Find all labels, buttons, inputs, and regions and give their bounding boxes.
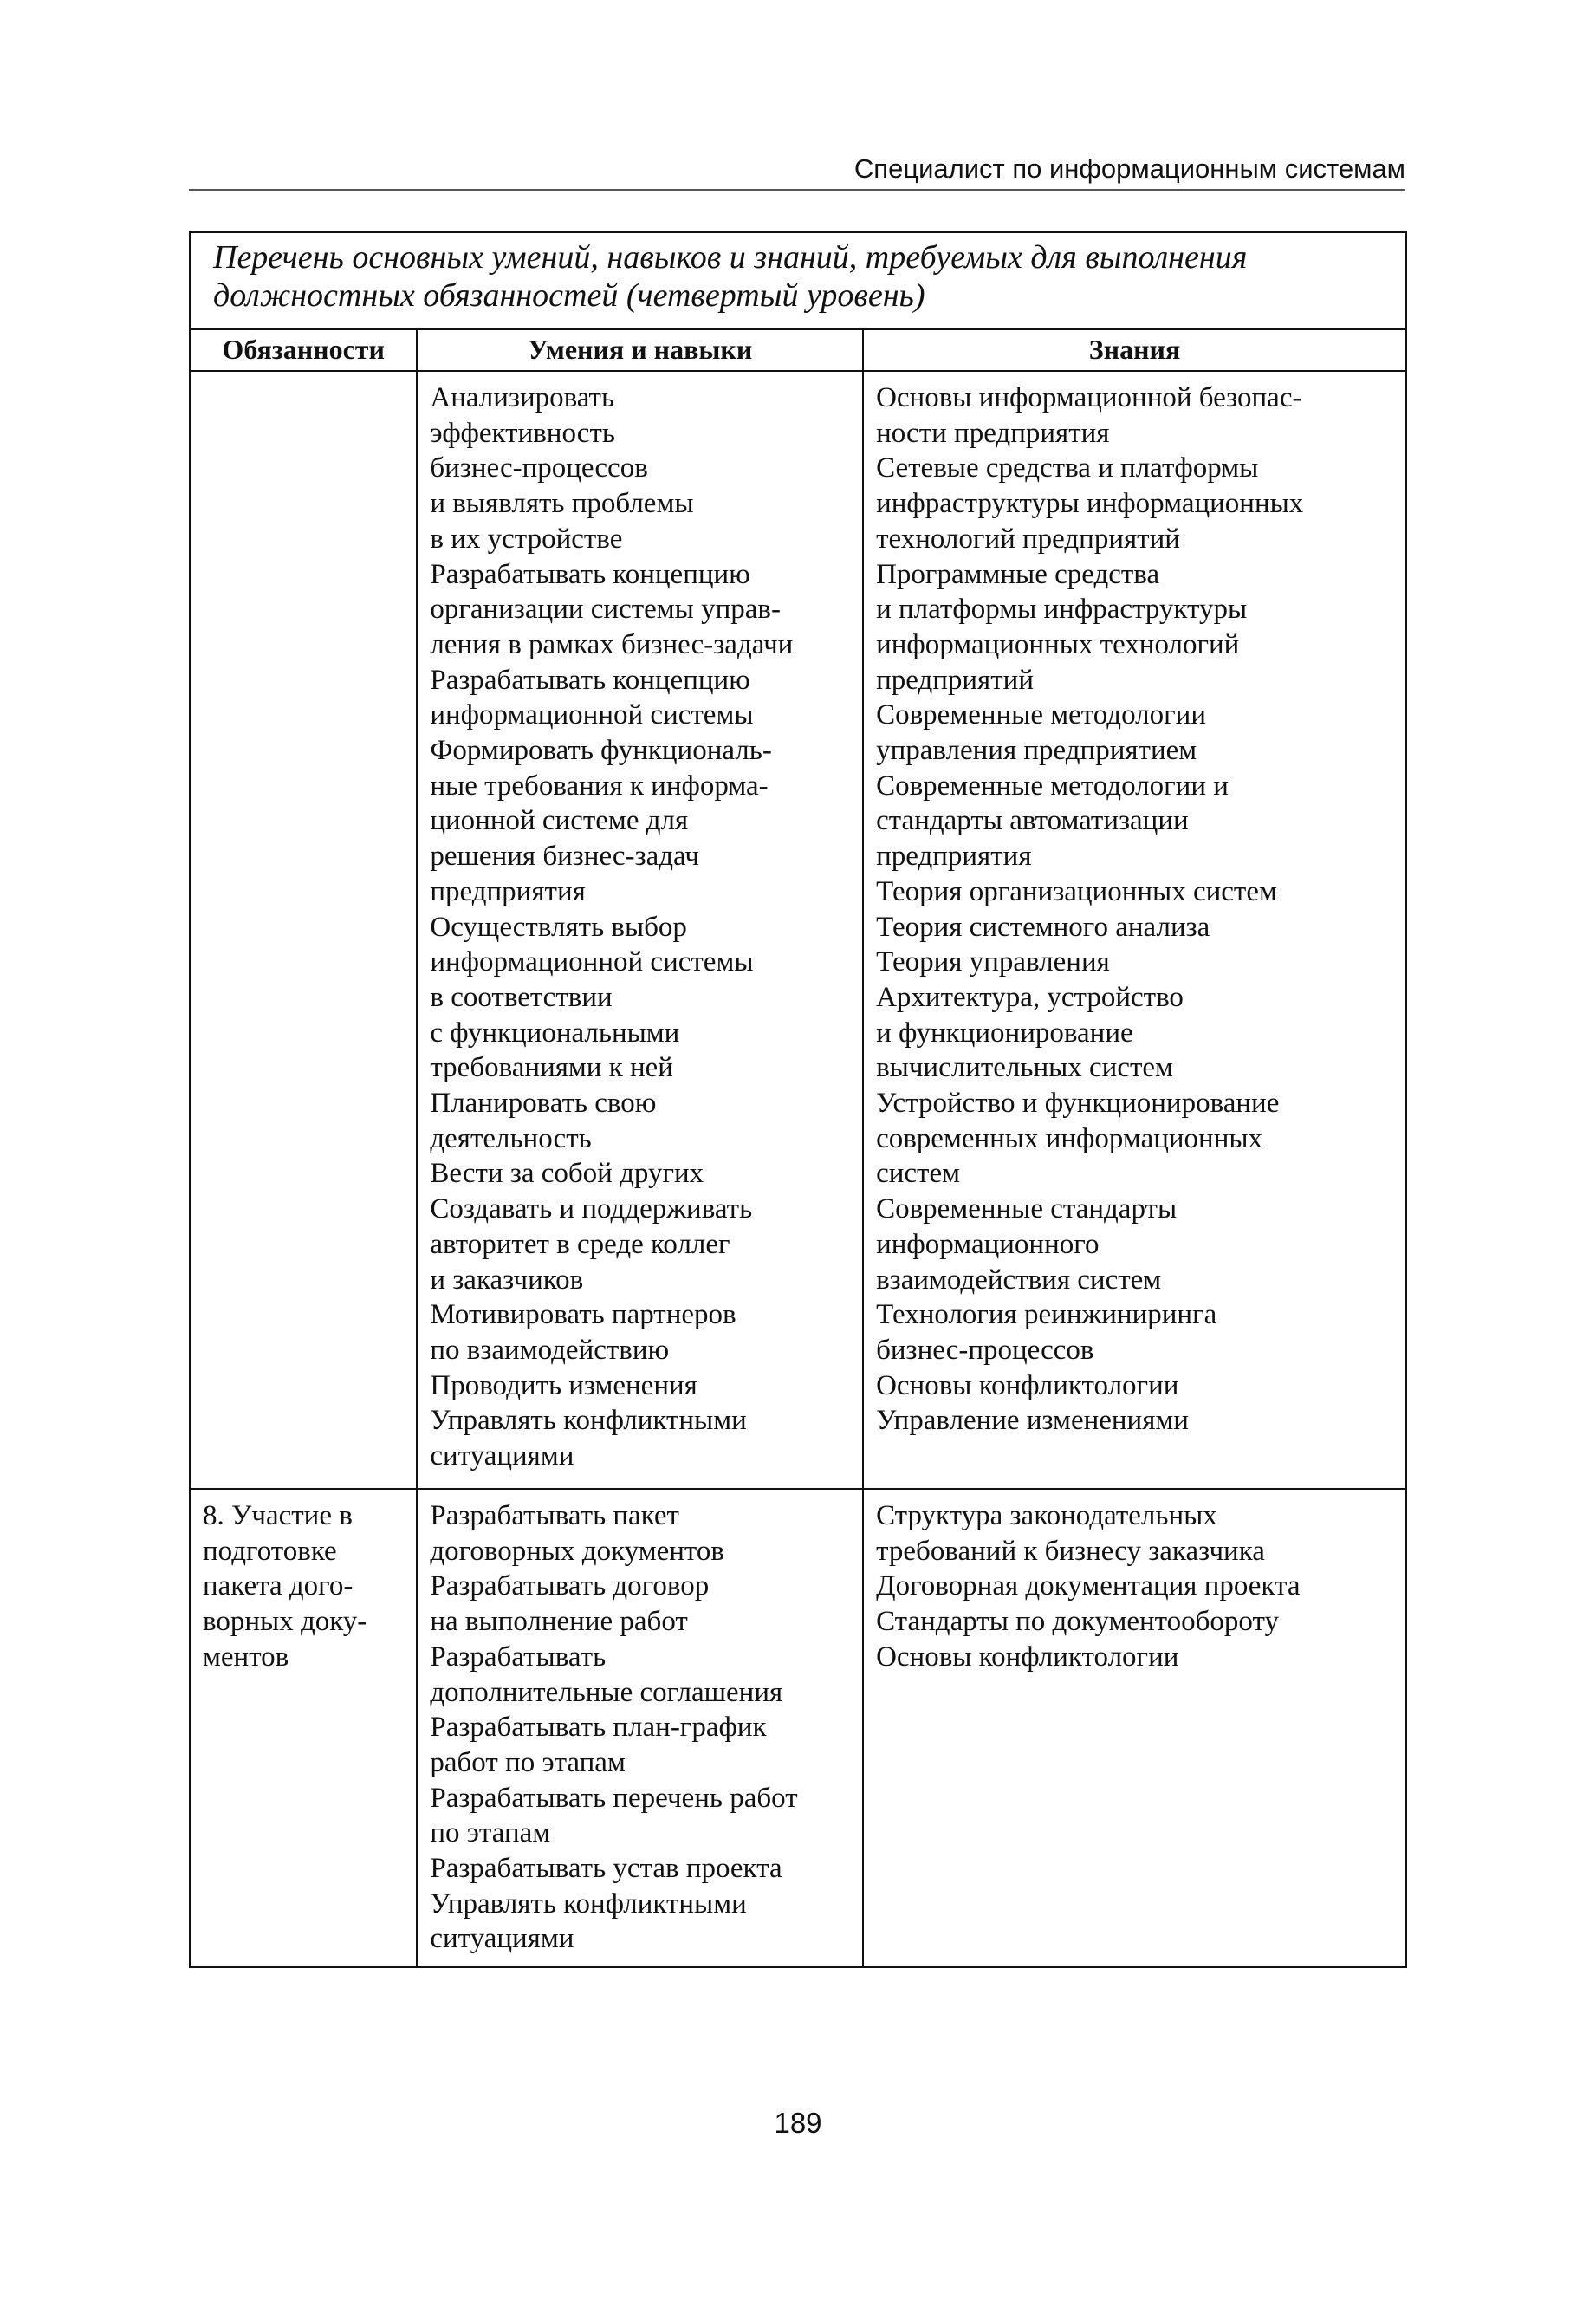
cell-line: Архитектура, устройство [876, 981, 1184, 1013]
cell-line: Сетевые средства и платформы [876, 452, 1259, 484]
cell-line: и заказчиков [430, 1264, 584, 1296]
cell-line: решения бизнес-задач [430, 841, 699, 873]
cell-line: информационной системы [430, 946, 754, 978]
duty-cell [190, 371, 417, 1489]
cell-line: Современные методологии [876, 699, 1206, 731]
cell-line: Основы конфликтологии [876, 1369, 1179, 1401]
duty-cell [190, 1489, 417, 1967]
cell-line: договорных документов [430, 1535, 724, 1567]
header-rule [189, 189, 1405, 191]
cell-line: информационной системы [430, 699, 754, 731]
cell-line: и платформы инфраструктуры [876, 594, 1248, 626]
cell-line: и функционирование [876, 1017, 1133, 1049]
skills-cell [417, 371, 863, 1489]
cell-line: Устройство и функционирование [876, 1088, 1280, 1120]
cell-line: дополнительные соглашения [430, 1676, 783, 1708]
cell-line: информационных технологий [876, 628, 1240, 660]
cell-line: организации системы управ- [430, 594, 781, 626]
cell-line: Осуществлять выбор [430, 911, 687, 943]
cell-line: бизнес-процессов [430, 452, 648, 484]
cell-line: ционной системе для [430, 805, 689, 837]
cell-line: Управлять конфликтными [430, 1405, 747, 1437]
cell-line: Планировать свою [430, 1088, 657, 1120]
cell-line: требований к бизнесу заказчика [876, 1535, 1265, 1567]
cell-line: эффективность [430, 417, 615, 449]
cell-line: стандарты автоматизации [876, 805, 1189, 837]
cell-line: ситуациями [430, 1923, 574, 1955]
cell-line: ности предприятия [876, 417, 1110, 449]
cell-line: Разрабатывать перечень работ [430, 1782, 798, 1814]
cell-line: пакета дого- [203, 1570, 354, 1602]
header-knowledge: Знания [863, 329, 1406, 371]
caption-line: должностных обязанностей (четвертый уровень) [213, 277, 925, 314]
cell-line: ментов [203, 1641, 289, 1673]
cell-line: Разрабатывать концепцию [430, 664, 750, 696]
page-number: 189 [774, 2107, 822, 2139]
table-row [190, 1489, 1406, 1967]
knowledge-cell [863, 371, 1406, 1489]
skills-cell [417, 1489, 863, 1967]
header-skills: Умения и навыки [417, 329, 863, 371]
cell-line: и выявлять проблемы [430, 488, 694, 520]
cell-line: с функциональными [430, 1017, 680, 1049]
cell-line: Разрабатывать [430, 1641, 607, 1673]
cell-line: в их устройстве [430, 523, 623, 555]
cell-line: взаимодействия систем [876, 1264, 1162, 1296]
cell-line: бизнес-процессов [876, 1334, 1094, 1366]
cell-line: Программные средства [876, 558, 1160, 590]
cell-line: Формировать функциональ- [430, 735, 772, 767]
cell-line: авторитет в среде коллег [430, 1228, 730, 1260]
cell-line: предприятия [876, 841, 1032, 873]
cell-line: Основы информационной безопас- [876, 382, 1302, 413]
cell-line: ситуациями [430, 1440, 574, 1472]
cell-line: по взаимодействию [430, 1334, 670, 1366]
cell-line: в соответствии [430, 981, 613, 1013]
cell-line: Создавать и поддерживать [430, 1193, 753, 1225]
table-caption [190, 232, 1406, 329]
cell-line: Теория системного анализа [876, 911, 1210, 943]
cell-line: на выполнение работ [430, 1606, 688, 1638]
header-duties: Обязанности [190, 329, 417, 371]
cell-line: современных информационных [876, 1122, 1263, 1154]
cell-line: Разрабатывать пакет [430, 1500, 679, 1531]
header-row [190, 329, 1406, 371]
cell-line: Разрабатывать договор [430, 1570, 710, 1602]
cell-line: требованиями к ней [430, 1052, 673, 1084]
cell-line: Теория организационных систем [876, 875, 1277, 907]
cell-line: ления в рамках бизнес-задачи [430, 628, 794, 660]
cell-line: Анализировать [430, 382, 615, 413]
cell-line: подготовке [203, 1535, 337, 1567]
cell-line: предприятий [876, 664, 1034, 696]
cell-line: 8. Участие в [203, 1500, 353, 1531]
cell-line: Мотивировать партнеров [430, 1299, 736, 1331]
cell-line: Управление изменениями [876, 1405, 1189, 1437]
cell-line: Структура законодательных [876, 1500, 1217, 1531]
cell-line: Современные методологии и [876, 770, 1229, 802]
caption-row [190, 232, 1406, 329]
cell-line: ные требования к информа- [430, 770, 769, 802]
cell-line: Разрабатывать устав проекта [430, 1853, 782, 1885]
cell-line: Разрабатывать план-график [430, 1712, 767, 1744]
cell-line: по этапам [430, 1817, 551, 1849]
cell-line: Договорная документация проекта [876, 1570, 1301, 1602]
cell-line: ворных доку- [203, 1606, 367, 1638]
cell-line: информационного [876, 1228, 1100, 1260]
cell-line: систем [876, 1158, 960, 1190]
cell-line: Современные стандарты [876, 1193, 1178, 1225]
cell-line: Управлять конфликтными [430, 1887, 747, 1920]
cell-line: технологий предприятий [876, 523, 1180, 555]
cell-line: вычислительных систем [876, 1052, 1173, 1084]
cell-line: Вести за собой других [430, 1158, 704, 1190]
cell-line: Проводить изменения [430, 1369, 697, 1401]
table-row [190, 371, 1406, 1489]
cell-line: работ по этапам [430, 1746, 626, 1778]
cell-line: Основы конфликтологии [876, 1641, 1179, 1673]
cell-line: управления предприятием [876, 735, 1197, 767]
running-head: Специалист по информационным системам [853, 153, 1405, 184]
cell-line: Теория управления [876, 946, 1110, 978]
cell-line: Технология реинжиниринга [876, 1299, 1217, 1331]
caption-line: Перечень основных умений, навыков и знаний, требуемых для выполнения [213, 239, 1248, 276]
cell-line: предприятия [430, 875, 586, 907]
cell-line: Стандарты по документообороту [876, 1606, 1279, 1638]
cell-line: Разрабатывать концепцию [430, 558, 750, 590]
cell-line: инфраструктуры информационных [876, 488, 1304, 520]
competency-table [189, 231, 1407, 1968]
knowledge-cell [863, 1489, 1406, 1967]
cell-line: деятельность [430, 1122, 592, 1154]
